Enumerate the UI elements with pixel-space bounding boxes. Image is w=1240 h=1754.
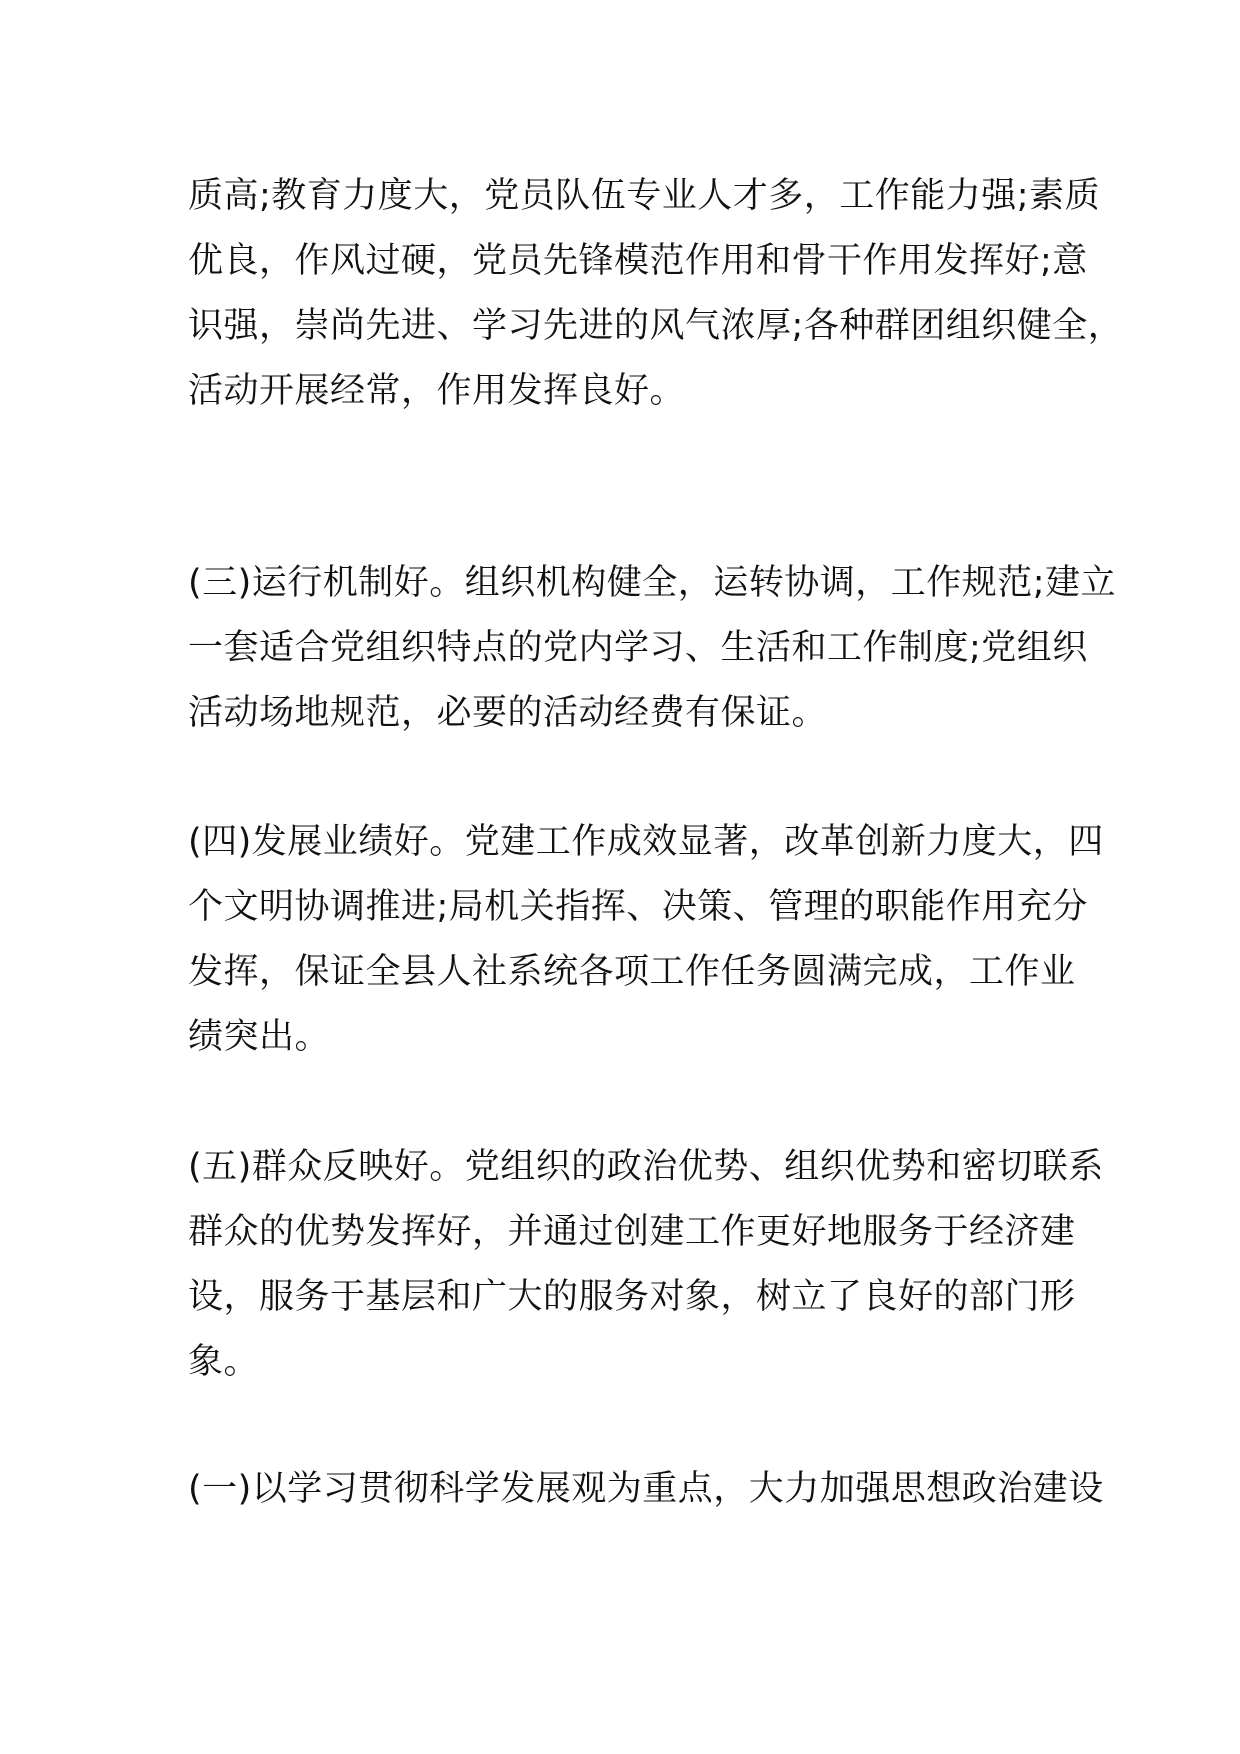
- text-line: (四)发展业绩好。党建工作成效显著，改革创新力度大，四: [188, 822, 1104, 862]
- text-line: 优良，作风过硬，党员先锋模范作用和骨干作用发挥好;意: [188, 241, 1088, 281]
- paragraph-public-feedback: [188, 1135, 1104, 1395]
- section-heading-ideological-building: [188, 1457, 1104, 1522]
- text-line: 设，服务于基层和广大的服务对象，树立了良好的部门形: [188, 1277, 1076, 1317]
- text-line: 质高;教育力度大，党员队伍专业人才多，工作能力强;素质: [188, 176, 1101, 216]
- text-line: 一套适合党组织特点的党内学习、生活和工作制度;党组织: [188, 628, 1088, 668]
- text-line: 活动开展经常，作用发挥良好。: [188, 371, 686, 411]
- text-line: (一)以学习贯彻科学发展观为重点，大力加强思想政治建设: [188, 1469, 1104, 1509]
- text-line: 群众的优势发挥好，并通过创建工作更好地服务于经济建: [188, 1212, 1076, 1252]
- paragraph-operating-mechanism: [188, 551, 1117, 746]
- text-line: 识强，崇尚先进、学习先进的风气浓厚;各种群团组织健全，: [188, 306, 1124, 346]
- paragraph-development-performance: [188, 810, 1104, 1070]
- text-line: 个文明协调推进;局机关指挥、决策、管理的职能作用充分: [188, 887, 1088, 927]
- text-line: 发挥，保证全县人社系统各项工作任务圆满完成，工作业: [188, 952, 1076, 992]
- text-line: 活动场地规范，必要的活动经费有保证。: [188, 693, 828, 733]
- text-line: (五)群众反映好。党组织的政治优势、组织优势和密切联系: [188, 1147, 1104, 1187]
- text-line: 绩突出。: [188, 1017, 331, 1057]
- text-line: 象。: [188, 1342, 260, 1382]
- text-line: (三)运行机制好。组织机构健全，运转协调，工作规范;建立: [188, 563, 1117, 603]
- paragraph-quality-continuation: [188, 164, 1124, 424]
